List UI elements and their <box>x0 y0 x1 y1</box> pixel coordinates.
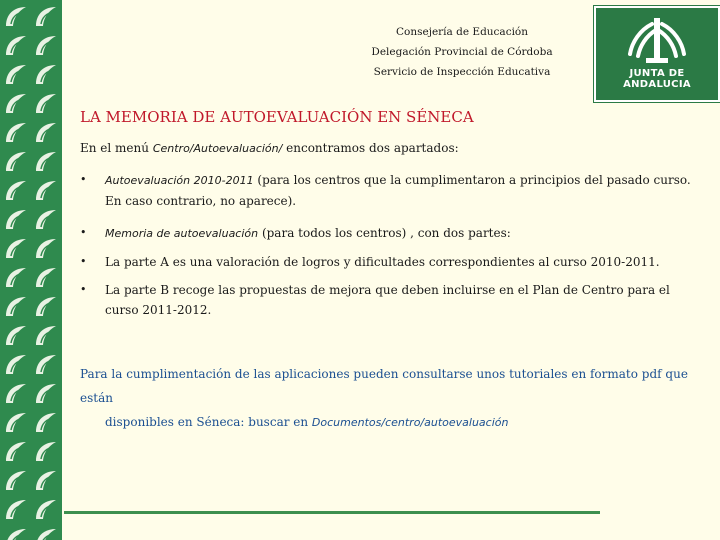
list-item <box>80 170 706 211</box>
leaf-pattern-icon <box>0 0 62 540</box>
decorative-side-band <box>0 0 62 540</box>
bullet-icon: • <box>80 173 87 186</box>
note-line-2-prefix: disponibles en Séneca: buscar en <box>105 415 312 429</box>
bullet-text: (para los centros que la cumplimentaron a principios del pasado curso. En caso contrario, no aparece). <box>105 173 691 208</box>
bullet-list <box>80 170 706 332</box>
bullet-text: La parte B recoge las propuestas de mejora que deben incluirse en el Plan de Centro para el curso 2011-2012. <box>105 283 670 317</box>
junta-emblem-icon <box>622 14 692 72</box>
bullet-italic: Memoria de autoevaluación <box>105 227 259 240</box>
intro-prefix: En el menú <box>80 141 153 155</box>
list-item <box>80 280 706 320</box>
logo-text: JUNTA DE ANDALUCIA <box>623 68 691 90</box>
bullet-icon: • <box>80 283 87 296</box>
note-path: Documentos/centro/autoevaluación <box>311 416 509 429</box>
list-item <box>80 252 706 272</box>
intro-suffix: encontramos dos apartados: <box>282 141 459 155</box>
list-item <box>80 223 706 244</box>
bullet-text: La parte A es una valoración de logros y dificultades correspondientes al curso 2010-2011. <box>105 255 660 269</box>
bullet-italic: Autoevaluación 2010-2011 <box>105 174 254 187</box>
intro-paragraph <box>80 141 459 155</box>
intro-menu-path: Centro/Autoevaluación/ <box>152 142 283 155</box>
tutorials-note <box>80 362 710 435</box>
header-line-2: Delegación Provincial de Córdoba <box>371 46 553 58</box>
header-block <box>332 22 592 82</box>
bullet-icon: • <box>80 255 87 268</box>
bottom-divider <box>64 511 600 514</box>
page-title: LA MEMORIA DE AUTOEVALUACIÓN EN SÉNECA <box>80 108 474 126</box>
note-line-2 <box>80 410 710 435</box>
junta-de-andalucia-logo <box>594 6 720 102</box>
header-line-1: Consejería de Educación <box>395 26 529 38</box>
bullet-text: (para todos los centros) , con dos partes: <box>258 226 511 240</box>
note-line-1: Para la cumplimentación de las aplicaciones pueden consultarse unos tutoriales en formato pdf que están <box>80 367 688 405</box>
slide-content <box>62 0 720 540</box>
header-line-3: Servicio de Inspección Educativa <box>373 66 551 78</box>
bullet-icon: • <box>80 226 87 239</box>
